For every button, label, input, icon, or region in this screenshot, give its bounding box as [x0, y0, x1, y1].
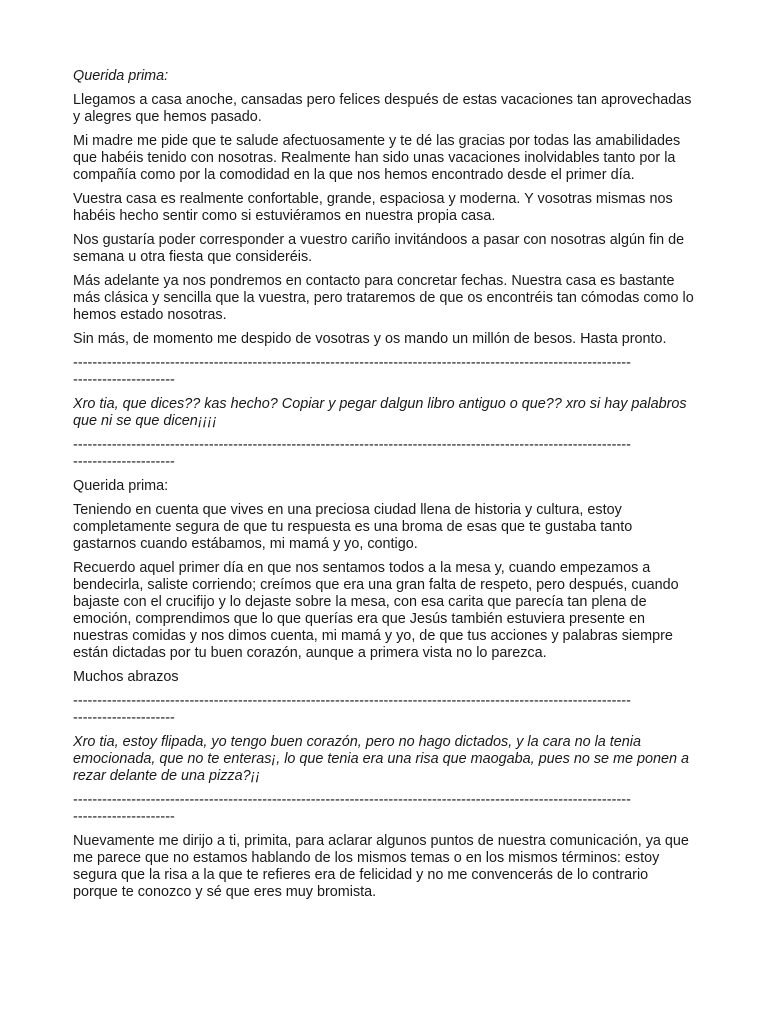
paragraph: Mi madre me pide que te salude afectuosamente y te dé las gracias por todas las amabilidades que habéis tenido con nosotras. Realmente han sido unas vacaciones inolvidables tanto por la compañía como por la comodidad en la que nos hemos encontrado desde el primer día. [73, 133, 681, 183]
divider-line: --------------------- [73, 372, 175, 388]
greeting: Querida prima: [73, 478, 169, 494]
paragraph: Vuestra casa es realmente confortable, grande, espaciosa y moderna. Y vosotras mismas nos habéis hecho sentir como si estuviéramos en nuestra propia casa. [73, 191, 673, 224]
divider-line: ------------------------------------------------------------------------------------------------------------------- [73, 437, 632, 453]
paragraph: Llegamos a casa anoche, cansadas pero felices después de estas vacaciones tan aprovechadas y alegres que hemos pasado. [73, 92, 692, 125]
divider-line: --------------------- [73, 710, 175, 726]
paragraph: Teniendo en cuenta que vives en una preciosa ciudad llena de historia y cultura, estoy completamente segura de que tu respuesta es una broma de esas que te gustaba tanto gastarnos cuando estábamos, mi mamá y yo, contigo. [73, 502, 633, 552]
dash-divider [73, 792, 695, 826]
reply-paragraph: Xro tia, que dices?? kas hecho? Copiar y pegar dalgun libro antiguo o que?? xro si hay palabros que ni se que dicen¡¡¡¡ [73, 396, 687, 429]
reply-paragraph: Xro tia, estoy flipada, yo tengo buen corazón, pero no hago dictados, y la cara no la tenia emocionada, que no te enteras¡, lo que tenia era una risa que maogaba, pues no se me ponen a rezar delante de una pizza?¡¡ [73, 734, 690, 784]
divider-line: --------------------- [73, 454, 175, 470]
paragraph: Sin más, de momento me despido de vosotras y os mando un millón de besos. Hasta pronto. [73, 331, 667, 347]
dash-divider [73, 437, 695, 471]
divider-line: --------------------- [73, 809, 175, 825]
dash-divider [73, 693, 695, 727]
document-page [73, 68, 695, 908]
paragraph: Más adelante ya nos pondremos en contacto para concretar fechas. Nuestra casa es bastante más clásica y sencilla que la vuestra, pero trataremos de que os encontréis tan cómodas como lo hemos estado nosotras. [73, 273, 694, 323]
dash-divider [73, 355, 695, 389]
divider-line: ------------------------------------------------------------------------------------------------------------------- [73, 693, 632, 709]
divider-line: ------------------------------------------------------------------------------------------------------------------- [73, 355, 632, 371]
paragraph: Nuevamente me dirijo a ti, primita, para aclarar algunos puntos de nuestra comunicación, ya que me parece que no estamos hablando de los mismos temas o en los mismos términos: estoy segura que la risa a la que te refieres era de felicidad y no me convencerás de lo contrario porque te conozco y sé que eres muy bromista. [73, 833, 689, 900]
paragraph: Nos gustaría poder corresponder a vuestro cariño invitándoos a pasar con nosotras algún fin de semana u otra fiesta que consideréis. [73, 232, 685, 265]
closing: Muchos abrazos [73, 669, 179, 685]
greeting: Querida prima: [73, 68, 169, 84]
paragraph: Recuerdo aquel primer día en que nos sentamos todos a la mesa y, cuando empezamos a bendecirla, saliste corriendo; creímos que era una gran falta de respeto, pero después, cuando bajaste con el crucifijo y lo dejaste sobre la mesa, con esa carita que parecía tan plena de emoción, comprendimos que lo que querías era que Jesús también estuviera presente en nuestras comidas y nos dimos cuenta, mi mamá y yo, de que tus acciones y palabras siempre están dictadas por tu buen corazón, aunque a primera vista no lo parezca. [73, 560, 679, 661]
divider-line: ------------------------------------------------------------------------------------------------------------------- [73, 792, 632, 808]
